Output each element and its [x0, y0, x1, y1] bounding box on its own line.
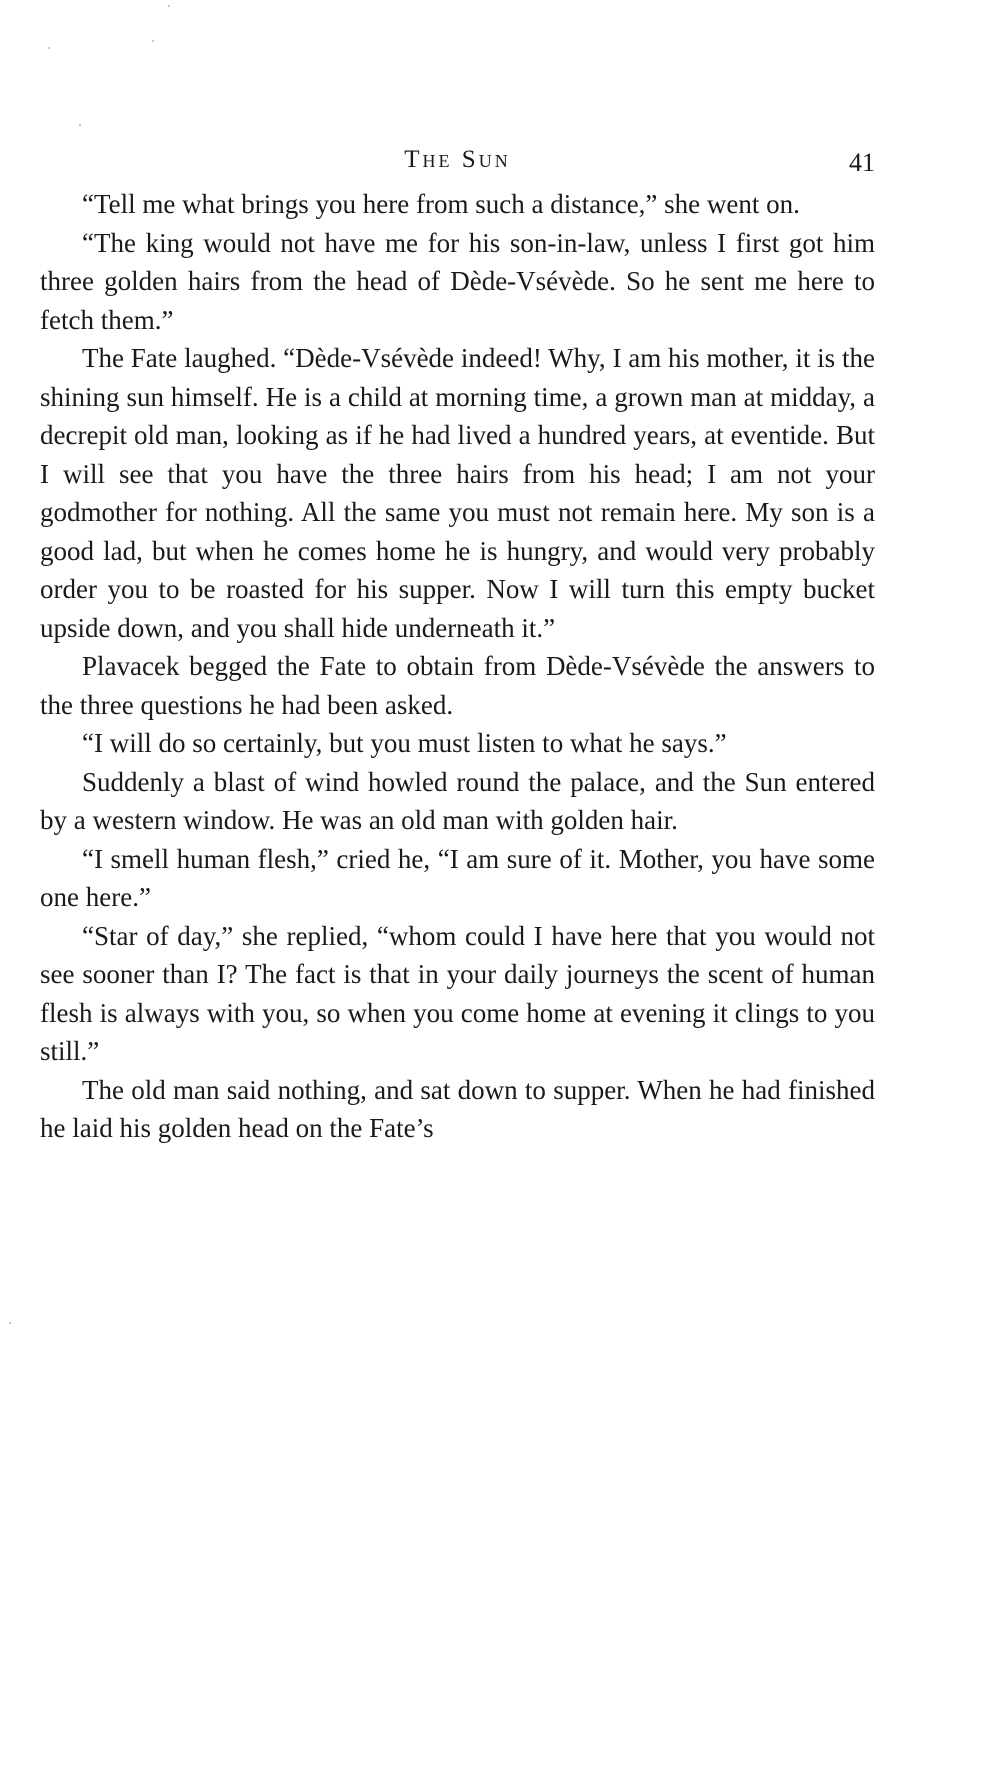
paper-speck — [79, 124, 81, 126]
paragraph: “I will do so certainly, but you must listen to what he says.” — [82, 728, 727, 758]
paper-speck — [48, 47, 50, 49]
paper-speck — [168, 5, 170, 7]
paper-speck — [9, 1322, 11, 1324]
paragraph: “Star of day,” she replied, “whom could I have here that you would not see sooner than I? The fact is that in your daily journeys the scent of human flesh is always with you, so when you come home at evening it clings to you still.” — [40, 920, 875, 1066]
paragraph: “I smell human flesh,” cried he, “I am sure of it. Mother, you have some one here.” — [40, 843, 875, 912]
page-number: 41 — [849, 148, 875, 177]
body-text — [40, 185, 875, 1148]
paragraph: “Tell me what brings you here from such a distance,” she went on. — [82, 189, 800, 219]
paragraph: The old man said nothing, and sat down to supper. When he had finished he laid his golden head on the Fate’s — [40, 1074, 875, 1143]
running-title: The Sun — [404, 146, 511, 173]
paragraph: The Fate laughed. “Dède-Vsévède indeed! Why, I am his mother, it is the shining sun himself. He is a child at morning time, a grown man at midday, a decrepit old man, looking as if he had lived a hundred years, at eventide. But I will see that you have the three hairs from his head; I am not your godmother for nothing. All the same you must not remain here. My son is a good lad, but when he comes home he is hungry, and would very probably order you to be roasted for his supper. Now I will turn this empty bucket upside down, and you shall hide underneath it.” — [40, 343, 875, 643]
page-header — [40, 146, 875, 186]
paragraph: Suddenly a blast of wind howled round the palace, and the Sun entered by a western window. He was an old man with golden hair. — [40, 766, 875, 835]
paragraph: “The king would not have me for his son-in-law, unless I first got him three golden hairs from the head of Dède-Vsévède. So he sent me here to fetch them.” — [40, 227, 875, 335]
paragraph: Plavacek begged the Fate to obtain from Dède-Vsévède the answers to the three questions he had been asked. — [40, 651, 875, 720]
paper-speck — [152, 40, 154, 42]
